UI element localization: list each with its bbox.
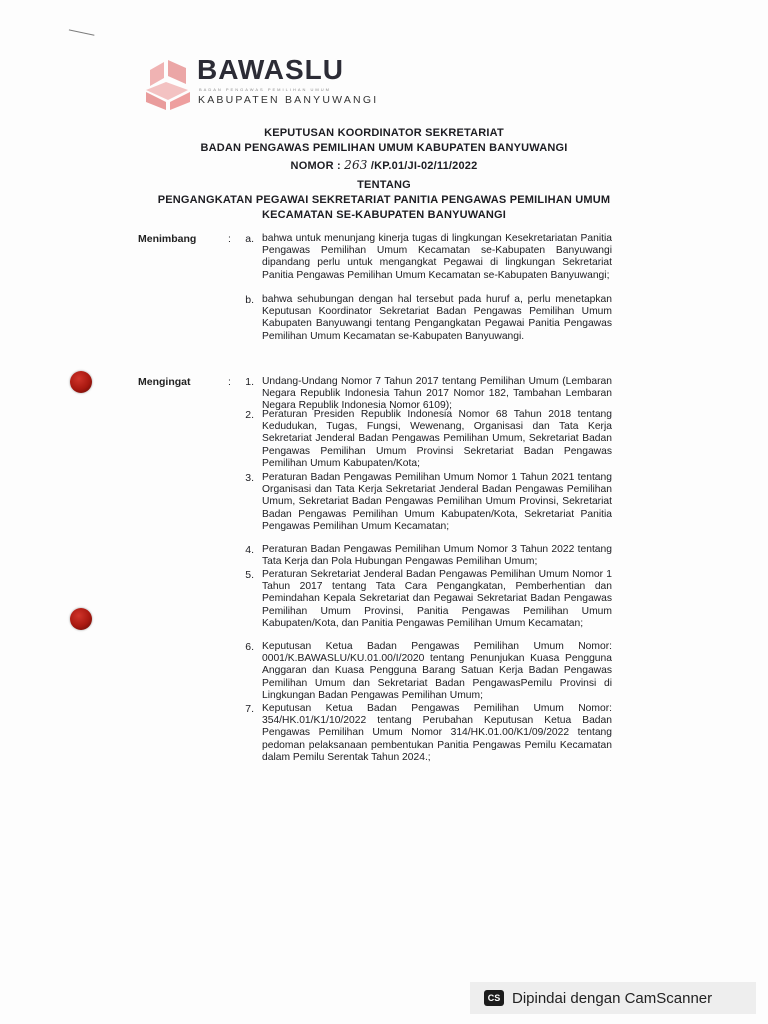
camscanner-label: Dipindai dengan CamScanner: [512, 989, 713, 1007]
item-text: Keputusan Ketua Badan Pengawas Pemilihan Umum Nomor: 354/HK.01/K1/10/2022 tentang Perubahan Keputusan Ketua Badan Pengawas Pemilihan Umum Nomor 314/HK.01.00/K1/09/2022 tentang pedoman pelaksanaan pembentukan Panitia Pengawas Pemilu Kecamatan dalam Pemilu Serentak Tahun 2024.;: [262, 703, 612, 763]
header-institution: BADAN PENGAWAS PEMILIHAN UMUM KABUPATEN BANYUWANGI: [200, 142, 568, 154]
item-marker: b.: [245, 294, 254, 306]
header-title: KEPUTUSAN KOORDINATOR SEKRETARIAT: [264, 127, 504, 139]
subject-line-2: KECAMATAN SE-KABUPATEN BANYUWANGI: [261, 209, 507, 221]
decree-subject: [0, 178, 768, 223]
decree-number: [0, 158, 768, 174]
nomor-label: NOMOR :: [290, 160, 341, 172]
nomor-handwritten: 263: [344, 158, 368, 172]
logo-region: KABUPATEN BANYUWANGI: [198, 94, 379, 106]
item-text: Peraturan Badan Pengawas Pemilihan Umum Nomor 1 Tahun 2021 tentang Organisasi dan Tata Kerja Sekretariat Jenderal Badan Pengawas Pemilihan Umum, Sekretariat Badan Pengawas Pemilihan Umum Provinsi, Sekretariat Badan Pengawas Pemilihan Umum Kabupaten/Kota, Sekretariat Panitia Pengawas Pemilihan Umum Kecamatan;: [262, 472, 612, 532]
item-text: bahwa sehubungan dengan hal tersebut pada huruf a, perlu menetapkan Keputusan Koordinator Sekretariat Badan Pengawas Pemilihan Umum Kabupaten Banyuwangi tentang Pengangkatan Pegawai Panitia Pengawas Pemilihan Umum Kecamatan se-Kabupaten Banyuwangi.: [262, 294, 612, 342]
menimbang-label: Menimbang: [138, 233, 197, 245]
decree-header: [0, 126, 768, 174]
item-marker: 4.: [245, 544, 254, 556]
subject-line-1: PENGANGKATAN PEGAWAI SEKRETARIAT PANITIA PENGAWAS PEMILIHAN UMUM: [157, 194, 611, 206]
item-text: Peraturan Sekretariat Jenderal Badan Pengawas Pemilihan Umum Nomor 1 Tahun 2017 tentang Tata Cara Pengangkatan, Pemberhentian dan Pemindahan Kepala Sekretariat dan Pegawai Sekretariat Badan Pengawas Pemilihan Umum Provinsi, Panitia Pengawas Pemilihan Umum Kabupaten/Kota, dan Panitia Pengawas Pemilihan Umum Kecamatan;: [262, 569, 612, 629]
mengingat-colon: :: [228, 376, 231, 388]
item-text: Peraturan Badan Pengawas Pemilihan Umum Nomor 3 Tahun 2022 tentang Tata Kerja dan Pola Hubungan Pengawas Pemilihan Umum;: [262, 544, 612, 568]
item-text: bahwa untuk menunjang kinerja tugas di lingkungan Kesekretariatan Panitia Pengawas Pemilihan Umum Kecamatan se-Kabupaten Banyuwangi dipandang perlu untuk mengangkat Pegawai di lingkungan Sekretariat Panitia Pengawas Pemilihan Umum Kecamatan se-Kabupaten Banyuwangi;: [262, 233, 612, 281]
item-marker: 7.: [245, 703, 254, 715]
nomor-code: /KP.01/JI-02/11/2022: [370, 160, 478, 172]
menimbang-colon: :: [228, 233, 231, 245]
item-marker: 1.: [245, 376, 254, 388]
logo-tagline: BADAN PENGAWAS PEMILIHAN UMUM: [199, 87, 331, 92]
item-text: Keputusan Ketua Badan Pengawas Pemilihan Umum Nomor: 0001/K.BAWASLU/KU.01.00/I/2020 tentang Penunjukan Kuasa Pengguna Anggaran dan Kuasa Pengguna Barang Satuan Kerja Badan Pengawas Pemilihan Umum dan Sekretariat Badan PengawasPemilu Provinsi di Lingkungan Badan Pengawas Pemilihan Umum;: [262, 641, 612, 701]
item-text: Undang-Undang Nomor 7 Tahun 2017 tentang Pemilihan Umum (Lembaran Negara Republik Indonesia Tahun 2017 Nomor 182, Tambahan Lembaran Negara Republik Indonesia Nomor 6109);: [262, 376, 612, 412]
camscanner-icon: CS: [484, 990, 504, 1006]
punch-hole-bottom: [70, 608, 92, 630]
item-marker: 5.: [245, 569, 254, 581]
ballot-box-icon: [142, 56, 194, 110]
punch-hole-top: [70, 371, 92, 393]
item-marker: 2.: [245, 409, 254, 421]
camscanner-watermark: [470, 982, 756, 1014]
subject-tentang: TENTANG: [357, 179, 411, 191]
scan-mark: [68, 29, 95, 41]
item-text: Peraturan Presiden Republik Indonesia Nomor 68 Tahun 2018 tentang Kedudukan, Tugas, Fungsi, Wewenang, Organisasi dan Tata Kerja Sekretariat Jenderal Badan Pengawas Pemilihan Umum, Sekretariat Badan Pengawas Pemilihan Umum Provinsi Sekretariat Badan Pengawas Pemilihan Umum Kabupaten/Kota;: [262, 409, 612, 469]
item-marker: 6.: [245, 641, 254, 653]
bawaslu-logo: [142, 56, 382, 112]
logo-name: BAWASLU: [197, 54, 344, 85]
mengingat-label: Mengingat: [138, 376, 191, 388]
item-marker: 3.: [245, 472, 254, 484]
item-marker: a.: [245, 233, 254, 245]
